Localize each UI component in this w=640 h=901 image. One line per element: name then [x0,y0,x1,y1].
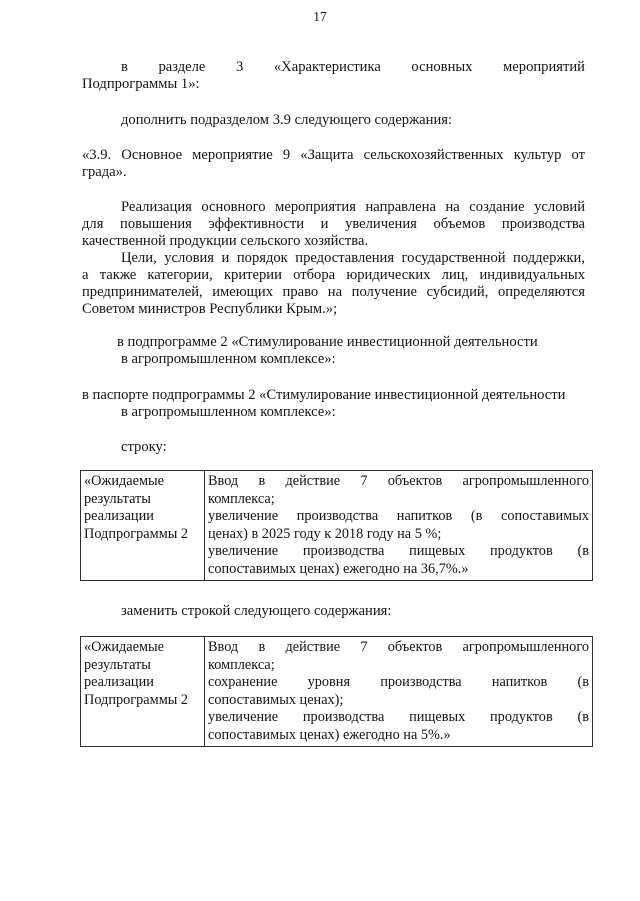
cell-content-line: увеличение производства пищевых продуктов (в [208,709,589,725]
cell-label-line: результаты [84,490,151,507]
para-subprogram-2-line2: в агропромышленном комплексе»: [121,351,336,367]
cell-content-line: сохранение уровня производства напитков (в [208,674,589,690]
cell-content-line: увеличение производства пищевых продуктов (в [208,543,589,559]
cell-content-line: сопоставимых ценах) ежегодно на 36,7%.» [208,560,469,577]
cell-content-line: ценах) в 2025 году к 2018 году на 5 %; [208,525,442,542]
para-subprogram-2-line1: в подпрограмме 2 «Стимулирование инвестиционной деятельности [117,334,538,350]
page-number: 17 [313,9,327,24]
para-passport-line1: в паспорте подпрограммы 2 «Стимулирование инвестиционной деятельности [82,387,566,403]
cell-content-line: Ввод в действие 7 объектов агропромышленного [208,473,589,489]
table-cell-content [205,637,593,747]
table-cell-content [205,471,593,581]
cell-content-line: сопоставимых ценах) ежегодно на 5%.» [208,726,451,743]
cell-content-line: сопоставимых ценах); [208,691,344,708]
cell-label-line: «Ожидаемые [84,473,164,489]
para-3-9-line1: «3.9. Основное мероприятие 9 «Защита сельскохозяйственных культур от [82,147,585,163]
cell-content-line: комплекса; [208,490,275,507]
table-original-row [80,470,593,581]
cell-content-line: комплекса; [208,656,275,673]
para-passport-line2: в агропромышленном комплексе»: [121,404,336,420]
cell-label-line: результаты [84,656,151,673]
cell-label-line: реализации [84,674,154,690]
cell-label-line: Подпрограммы 2 [84,525,189,542]
para-row-label: строку: [121,439,167,455]
para-section-3-line1: в разделе 3 «Характеристика основных мероприятий [121,59,585,75]
cell-label-line: реализации [84,508,154,524]
table-replacement-row [80,636,593,747]
cell-content-line: Ввод в действие 7 объектов агропромышленного [208,639,589,655]
para-goals-line2: а также категории, критерии отбора юридических лиц, индивидуальных [82,267,585,283]
para-implementation-line3: качественной продукции сельского хозяйства. [82,233,369,249]
cell-label-line: «Ожидаемые [84,639,164,655]
para-goals-line1: Цели, условия и порядок предоставления государственной поддержки, [121,250,585,266]
table-cell-label [81,637,205,747]
para-replace-with: заменить строкой следующего содержания: [121,603,392,619]
table-row [81,637,593,747]
table-row [81,471,593,581]
para-implementation-line2: для повышения эффективности и увеличения объемов производства [82,216,585,232]
para-add-subsection: дополнить подразделом 3.9 следующего содержания: [121,112,453,128]
para-implementation-line1: Реализация основного мероприятия направлена на создание условий [121,199,585,215]
para-goals-line3: предпринимателей, имеющих право на получение субсидий, определяются [82,284,585,300]
table-cell-label [81,471,205,581]
para-goals-line4: Советом министров Республики Крым.»; [82,301,338,317]
cell-label-line: Подпрограммы 2 [84,691,189,708]
para-section-3-line2: Подпрограммы 1»: [82,76,200,92]
para-3-9-line2: града». [82,164,127,180]
cell-content-line: увеличение производства напитков (в сопоставимых [208,508,589,524]
